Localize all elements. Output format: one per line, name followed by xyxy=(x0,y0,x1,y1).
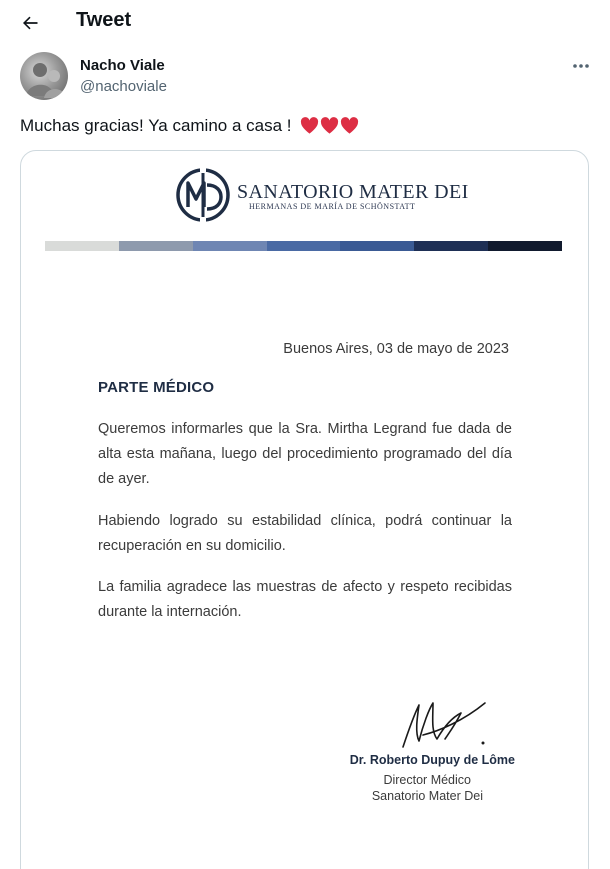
color-bar-segment xyxy=(414,241,488,251)
color-bar-segment xyxy=(119,241,193,251)
tweet-media-image[interactable] xyxy=(20,150,589,869)
author-handle[interactable]: @nachoviale xyxy=(80,78,167,95)
avatar[interactable] xyxy=(20,52,68,100)
signature xyxy=(393,695,491,755)
signer-role: Director Médico xyxy=(383,773,471,787)
arrow-left-icon xyxy=(20,13,40,33)
org-subtitle: HERMANAS DE MARÍA DE SCHÖNSTATT xyxy=(249,202,416,211)
red-heart-icon xyxy=(340,117,359,134)
document-paragraph: Habiendo logrado su estabilidad clínica, podrá continuar la recuperación en su domicilio. xyxy=(98,513,512,554)
tweet-text xyxy=(20,116,360,139)
color-bar xyxy=(45,241,562,251)
tweet-body: Muchas gracias! Ya camino a casa ! xyxy=(20,116,292,135)
color-bar-segment xyxy=(45,241,119,251)
color-bar-segment xyxy=(193,241,267,251)
document-date: Buenos Aires, 03 de mayo de 2023 xyxy=(283,341,509,357)
red-heart-icon xyxy=(320,117,339,134)
page-title: Tweet xyxy=(76,9,132,31)
red-heart-icon xyxy=(300,117,319,134)
more-icon xyxy=(570,58,592,74)
document-paragraph: La familia agradece las muestras de afecto y respeto recibidas durante la internación. xyxy=(98,579,512,620)
top-bar xyxy=(0,0,610,44)
signer-name: Dr. Roberto Dupuy de Lôme xyxy=(349,753,515,767)
document-paragraph: Queremos informarles que la Sra. Mirtha Legrand fue dada de alta esta mañana, luego del procedimiento programado del día de ayer. xyxy=(98,421,512,487)
signer-org: Sanatorio Mater Dei xyxy=(371,789,483,803)
author-name[interactable]: Nacho Viale xyxy=(80,57,165,74)
color-bar-segment xyxy=(267,241,341,251)
color-bar-segment xyxy=(340,241,414,251)
document-heading: PARTE MÉDICO xyxy=(98,379,215,396)
more-options-button[interactable] xyxy=(570,58,592,74)
org-name: SANATORIO MATER DEI xyxy=(237,181,469,203)
sanatorio-logo-icon xyxy=(173,165,233,225)
back-button[interactable] xyxy=(14,8,46,36)
color-bar-segment xyxy=(488,241,562,251)
heart-emojis xyxy=(300,117,360,139)
